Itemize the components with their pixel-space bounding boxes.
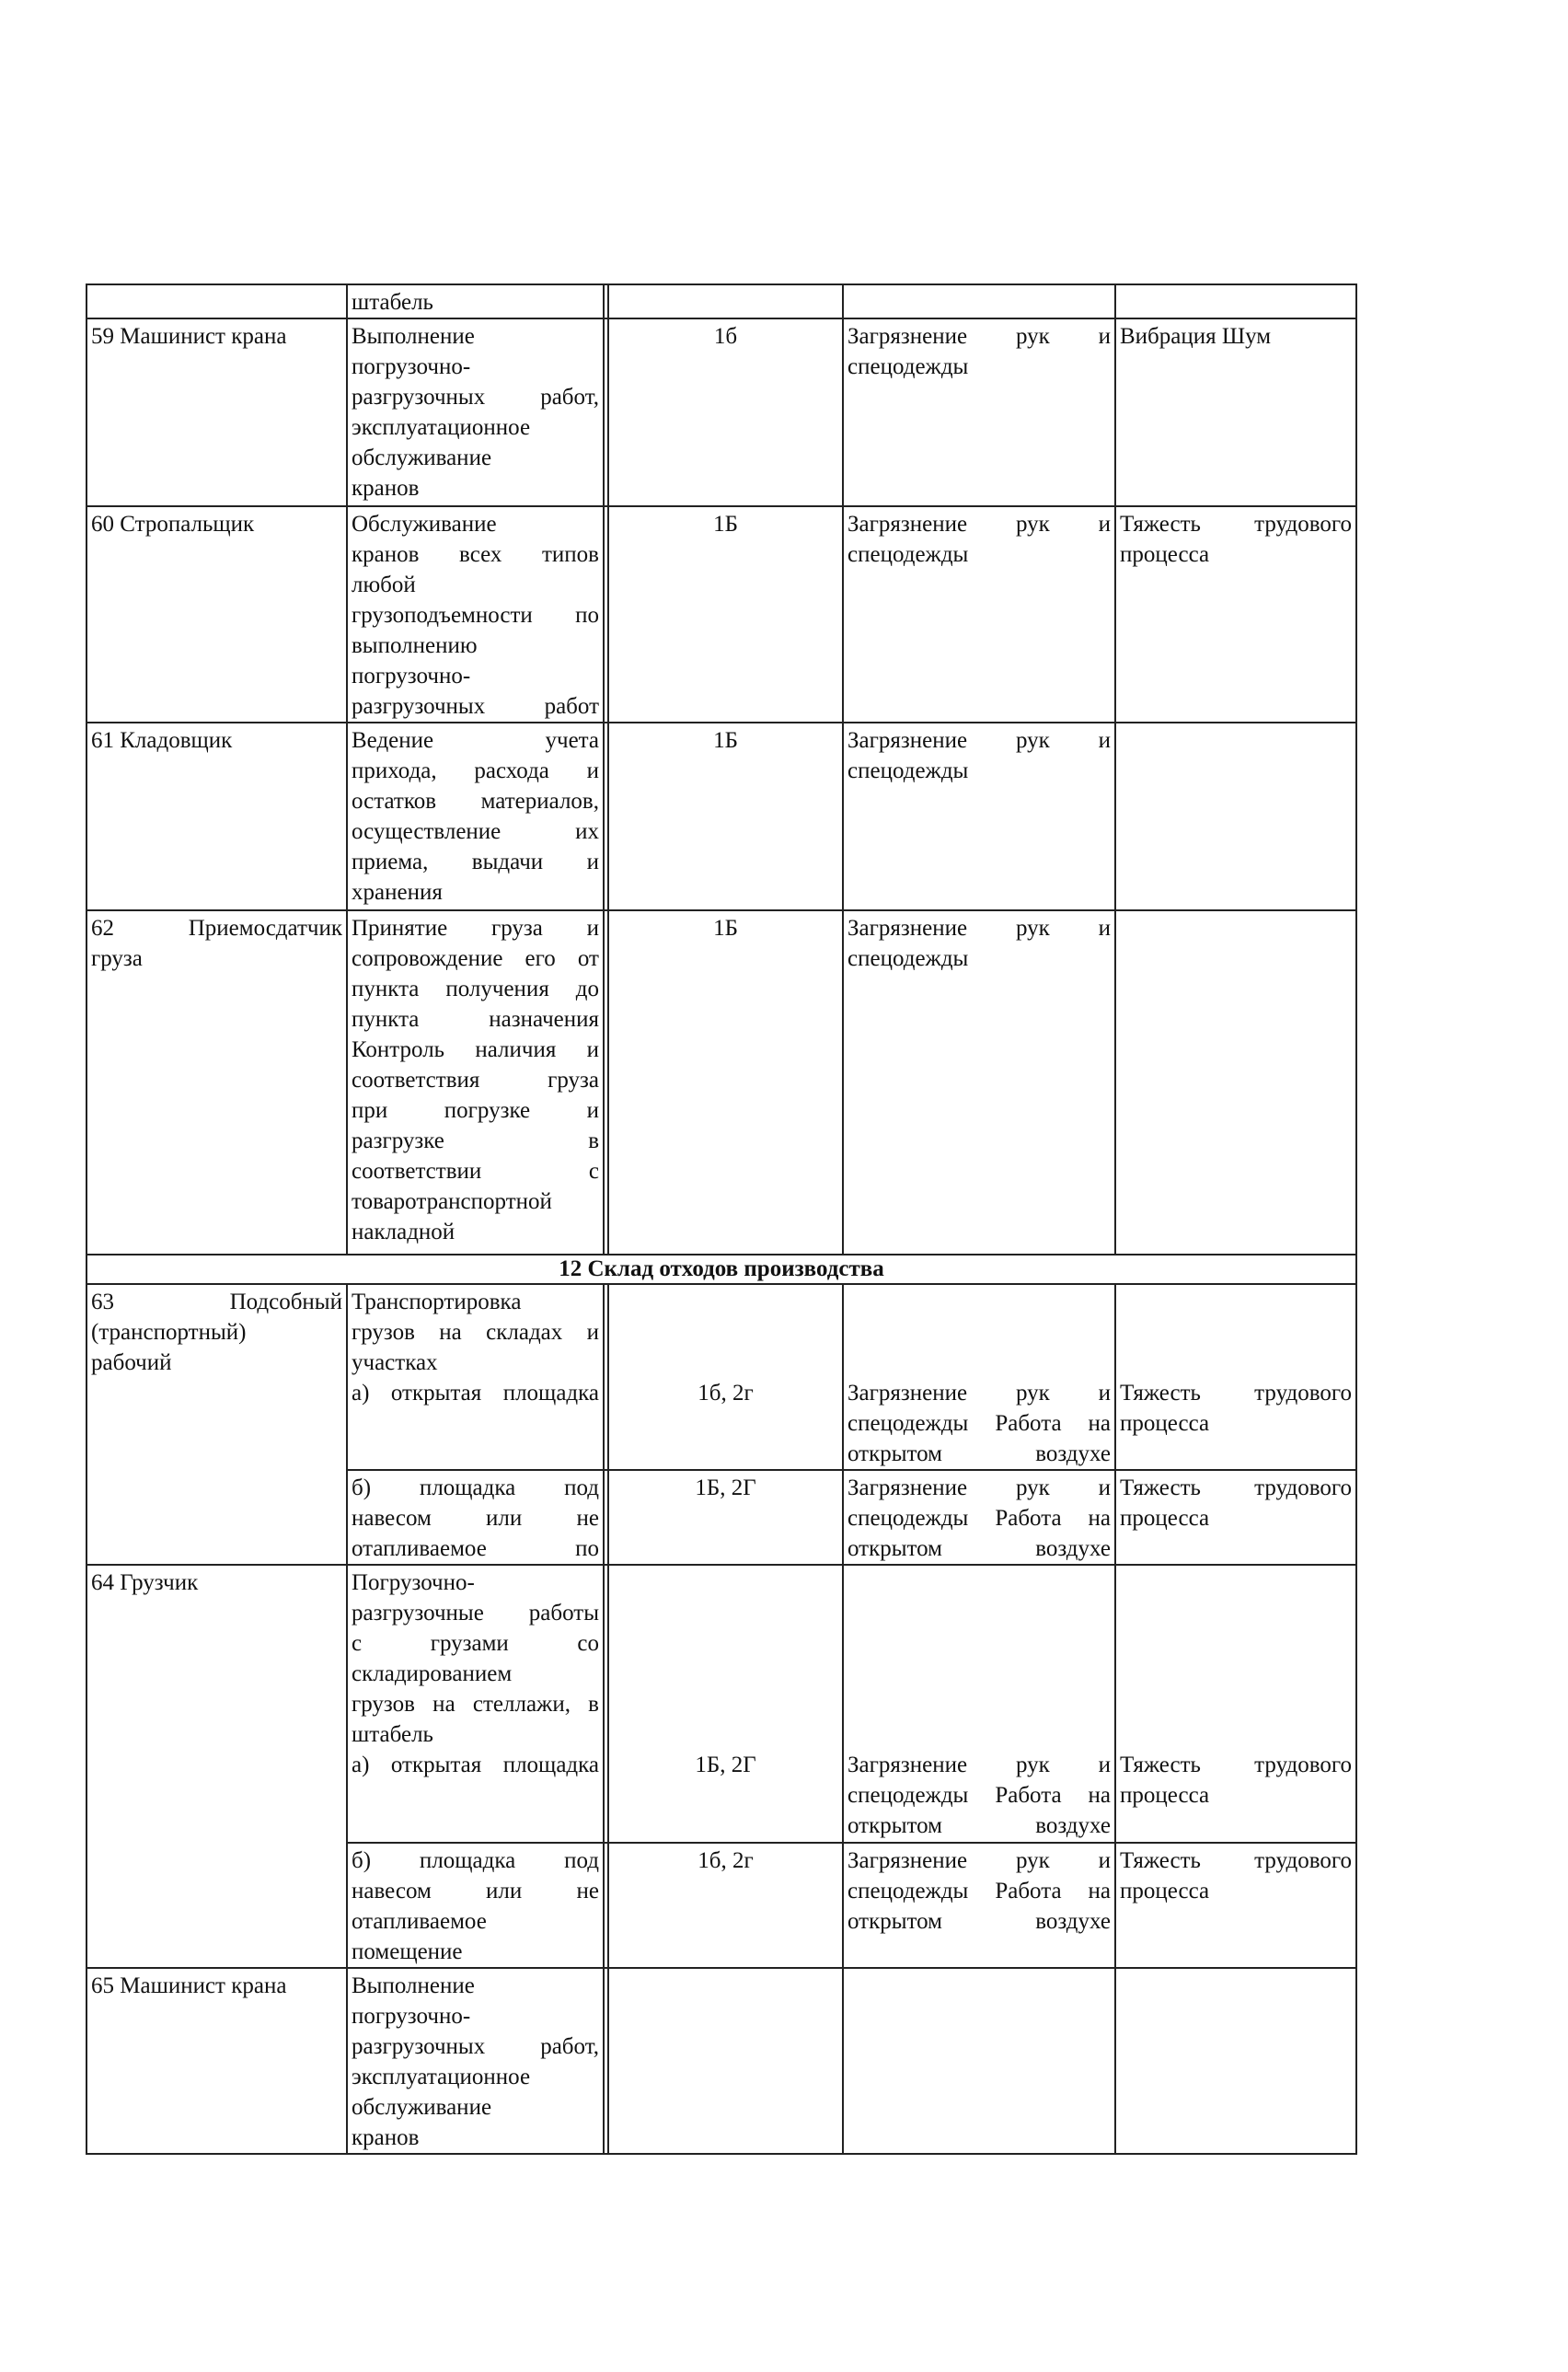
category-cell: 1б, 2г [608,1843,843,1968]
category-cell: 1Б [608,723,843,910]
work-variant-label: а) открытая площадка [352,1381,599,1406]
work-description-text: Транспортировка грузов на складах и участках [352,1290,599,1375]
extra-factor-cell [1115,723,1356,910]
work-description-cell: Выполнение погрузочно- разгрузочных работ, эксплуатационное обслуживание кранов [347,318,604,506]
section-header-row [86,1255,1356,1284]
factor-cell [843,1968,1115,2154]
table-row [86,1284,1356,1470]
table-row [86,506,1356,723]
extra-factor-cell: Тяжесть трудового процесса [1115,1470,1356,1565]
factor-cell: Загрязнение рук и спецодежды [843,506,1115,723]
factor-cell: Загрязнение рук и спецодежды Работа на открытом воздухе [843,1565,1115,1843]
extra-factor-cell: Вибрация Шум [1115,318,1356,506]
extra-factor-cell [1115,284,1356,318]
extra-factor-cell: Тяжесть трудового процесса [1115,1565,1356,1843]
work-description-cell: б) площадка под навесом или не отапливаемое помещение [347,1843,604,1968]
table-row [86,910,1356,1255]
profession-cell: 62 Приемосдатчик груза [86,910,347,1255]
profession-cell: 65 Машинист крана [86,1968,347,2154]
table-row [86,284,1356,318]
category-cell: 1Б [608,506,843,723]
work-description-text: Погрузочно- разгрузочные работы с грузами со складированием грузов на стеллажи, в штабель [352,1570,599,1747]
category-cell [608,284,843,318]
factor-cell: Загрязнение рук и спецодежды Работа на открытом воздухе [843,1470,1115,1565]
table-row [86,1968,1356,2154]
profession-cell: 63 Подсобный (транспортный) рабочий [86,1284,347,1565]
extra-factor-cell [1115,910,1356,1255]
category-cell: 1Б, 2Г [608,1470,843,1565]
profession-cell: 64 Грузчик [86,1565,347,1968]
extra-factor-cell: Тяжесть трудового процесса [1115,1284,1356,1470]
factor-cell: Загрязнение рук и спецодежды [843,910,1115,1255]
extra-factor-cell: Тяжесть трудового процесса [1115,1843,1356,1968]
work-description-cell [347,1284,604,1470]
category-cell: 1Б, 2Г [608,1565,843,1843]
hazard-table [86,283,1357,2155]
work-description-cell [347,1565,604,1843]
factor-cell: Загрязнение рук и спецодежды Работа на открытом воздухе [843,1284,1115,1470]
profession-cell: 60 Стропальщик [86,506,347,723]
category-cell: 1б, 2г [608,1284,843,1470]
work-description-cell: Обслуживание кранов всех типов любой грузоподъемности по выполнению погрузочно- разгрузочных работ [347,506,604,723]
category-cell [608,1968,843,2154]
work-description-cell: Выполнение погрузочно- разгрузочных работ, эксплуатационное обслуживание кранов [347,1968,604,2154]
profession-cell [86,284,347,318]
factor-cell: Загрязнение рук и спецодежды Работа на открытом воздухе [843,1843,1115,1968]
table-row [86,318,1356,506]
category-cell: 1Б [608,910,843,1255]
factor-cell [843,284,1115,318]
extra-factor-cell [1115,1968,1356,2154]
category-cell: 1б [608,318,843,506]
profession-cell: 59 Машинист крана [86,318,347,506]
table-row [86,723,1356,910]
work-variant-label: а) открытая площадка [352,1753,599,1777]
section-title: 12 Склад отходов производства [86,1255,1356,1284]
factor-cell: Загрязнение рук и спецодежды [843,318,1115,506]
profession-cell: 61 Кладовщик [86,723,347,910]
work-description-cell: штабель [347,284,604,318]
extra-factor-cell: Тяжесть трудового процесса [1115,506,1356,723]
work-description-cell: Принятие груза и сопровождение его от пункта получения до пункта назначения Контроль наличия и соответствия груза при погрузке и разгрузке в соответствии с товаротранспортной накладной [347,910,604,1255]
work-description-cell: б) площадка под навесом или не отапливаемое по [347,1470,604,1565]
document-page [86,283,1355,2150]
table-row [86,1565,1356,1843]
work-description-cell: Ведение учета прихода, расхода и остатков материалов, осуществление их приема, выдачи и хранения [347,723,604,910]
factor-cell: Загрязнение рук и спецодежды [843,723,1115,910]
